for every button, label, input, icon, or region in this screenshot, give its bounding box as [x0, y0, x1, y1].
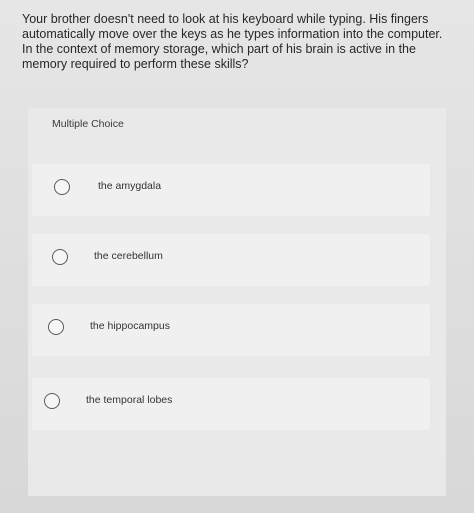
option-temporal-lobes[interactable] [32, 378, 430, 430]
option-label: the hippocampus [90, 320, 170, 332]
question-type-label: Multiple Choice [52, 118, 124, 130]
question-text: Your brother doesn't need to look at his keyboard while typing. His fingers automatically move over the keys as he types information into the computer. In the context of memory storage, which part of his brain is active in the memory required to perform these skills? [22, 12, 443, 71]
option-label: the temporal lobes [86, 394, 173, 406]
radio-icon[interactable] [44, 393, 60, 409]
option-label: the amygdala [98, 180, 162, 192]
multiple-choice-card [28, 108, 446, 496]
option-hippocampus[interactable] [32, 304, 430, 356]
radio-icon[interactable] [54, 179, 70, 195]
radio-icon[interactable] [52, 249, 68, 265]
option-label: the cerebellum [94, 250, 163, 262]
option-cerebellum[interactable] [32, 234, 430, 286]
radio-icon[interactable] [48, 319, 64, 335]
option-amygdala[interactable] [32, 164, 430, 216]
